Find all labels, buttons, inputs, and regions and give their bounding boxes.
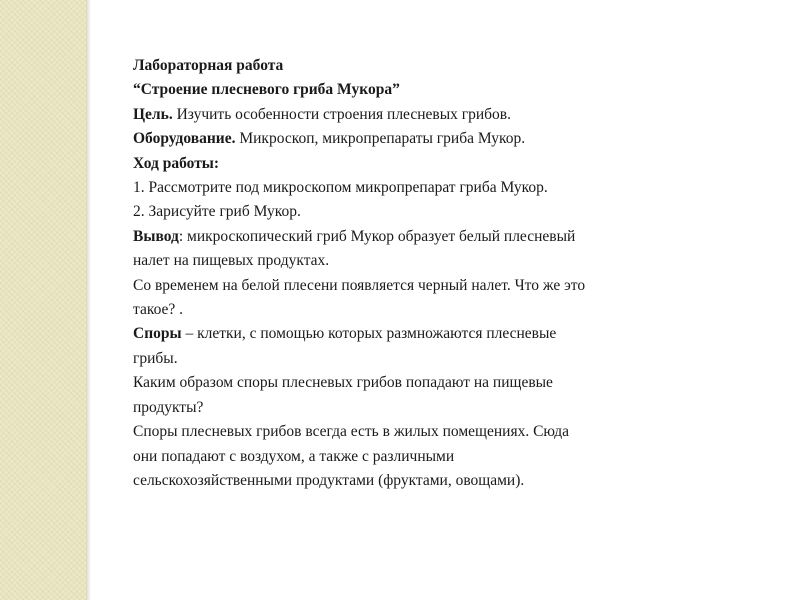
- answer-line-1: Споры плесневых грибов всегда есть в жилых помещениях. Сюда: [133, 423, 569, 441]
- conclusion-text: : микроскопический гриб Мукор образует белый плесневый: [178, 227, 576, 245]
- spores-line-1: [133, 322, 733, 346]
- lab-work-title: Лабораторная работа: [133, 57, 284, 74]
- spores-line-2: грибы.: [133, 349, 178, 367]
- answer-line-2: они попадают с воздухом, а также с различными: [133, 447, 455, 465]
- spores-label: Споры: [133, 325, 182, 343]
- question-1-line-1: Со временем на белой плесени появляется черный налет. Что же это: [133, 276, 586, 294]
- procedure-heading: Ход работы:: [133, 154, 220, 172]
- equipment-line: [133, 127, 733, 151]
- equipment-text: Микроскоп, микропрепараты гриба Мукор.: [235, 130, 526, 148]
- goal-text: Изучить особенности строения плесневых грибов.: [172, 105, 511, 123]
- answer-line-3: сельскохозяйственными продуктами (фруктами, овощами).: [133, 471, 525, 489]
- conclusion-line-2: налет на пищевых продуктах.: [133, 252, 330, 270]
- procedure-step-2: 2. Зарисуйте гриб Мукор.: [133, 203, 301, 221]
- spores-text: – клетки, с помощью которых размножаются плесневые: [181, 325, 557, 343]
- side-band-edge: [86, 0, 91, 600]
- goal-line: [133, 103, 733, 127]
- procedure-step-1: 1. Рассмотрите под микроскопом микропрепарат гриба Мукор.: [133, 179, 548, 197]
- equipment-label: Оборудование.: [133, 130, 236, 148]
- question-2-line-1: Каким образом споры плесневых грибов попадают на пищевые: [133, 374, 553, 392]
- conclusion-label: Вывод: [133, 227, 179, 245]
- goal-label: Цель.: [133, 105, 173, 123]
- question-2-line-2: продукты?: [133, 398, 204, 416]
- conclusion-line-1: [133, 225, 733, 249]
- slide-text-body: [133, 54, 733, 493]
- decorative-side-band: [0, 0, 86, 600]
- question-1-line-2: такое? .: [133, 301, 184, 319]
- lab-work-subtitle: “Строение плесневого гриба Мукора”: [133, 81, 400, 99]
